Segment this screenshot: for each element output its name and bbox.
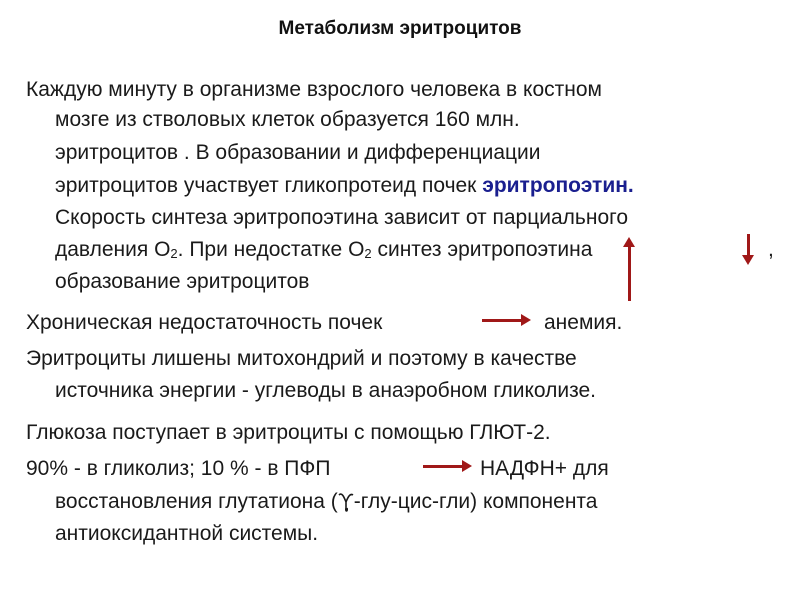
right-arrow-2 — [423, 465, 463, 468]
p1-line-7: образование эритроцитов — [55, 270, 310, 293]
p5-right: НАДФН+ для — [480, 457, 609, 480]
slide-title: Метаболизм эритроцитов — [278, 18, 522, 39]
p1-line-2: мозге из стволовых клеток образуется 160 млн. — [55, 108, 520, 131]
p5-left: 90% - в гликолиз; 10 % - в ПФП — [26, 457, 331, 480]
increase-arrow-up — [628, 246, 631, 301]
p3-line-2: источника энергии - углеводы в анаэробном гликолизе. — [55, 379, 596, 402]
decrease-arrow-down — [747, 234, 750, 256]
gamma-symbol-icon — [338, 491, 354, 513]
o2-subscript-1: 2 — [170, 246, 178, 261]
p1-line-5: Скорость синтеза эритропоэтина зависит от парциального — [55, 206, 629, 229]
p1-line-1: Каждую минуту в организме взрослого человека в костном — [26, 78, 602, 101]
right-arrow-1 — [482, 319, 522, 322]
p2-right: анемия. — [544, 311, 623, 334]
p1-line-6-comma: , — [768, 238, 774, 261]
p1-line-3: эритроцитов . В образовании и дифференциации — [55, 141, 541, 164]
p3-line-1: Эритроциты лишены митохондрий и поэтому в качестве — [26, 347, 577, 370]
erythropoietin-term: эритропоэтин. — [482, 174, 634, 197]
p5-line-2-b: -глу-цис-гли) компонента — [353, 490, 598, 513]
p1-line-6-c: синтез эритропоэтина — [371, 238, 593, 261]
p5-line-1 — [26, 455, 330, 483]
p5-line-2 — [55, 488, 598, 516]
p1-line-4 — [55, 172, 634, 200]
p5-line-2-a: восстановления глутатиона ( — [55, 490, 338, 513]
p1-line-6-a: давления О — [55, 238, 171, 261]
o2-subscript-2: 2 — [364, 246, 372, 261]
p1-line-6 — [55, 236, 592, 268]
p2-left: Хроническая недостаточность почек — [26, 311, 383, 334]
p1-line-6-b: . При недостатке О — [177, 238, 365, 261]
p2-line — [26, 309, 382, 337]
p4-line-1: Глюкоза поступает в эритроциты с помощью ГЛЮТ-2. — [26, 421, 551, 444]
p5-line-3: антиоксидантной системы. — [55, 522, 319, 545]
p1-line-4-text: эритроцитов участвует гликопротеид почек — [55, 174, 483, 197]
